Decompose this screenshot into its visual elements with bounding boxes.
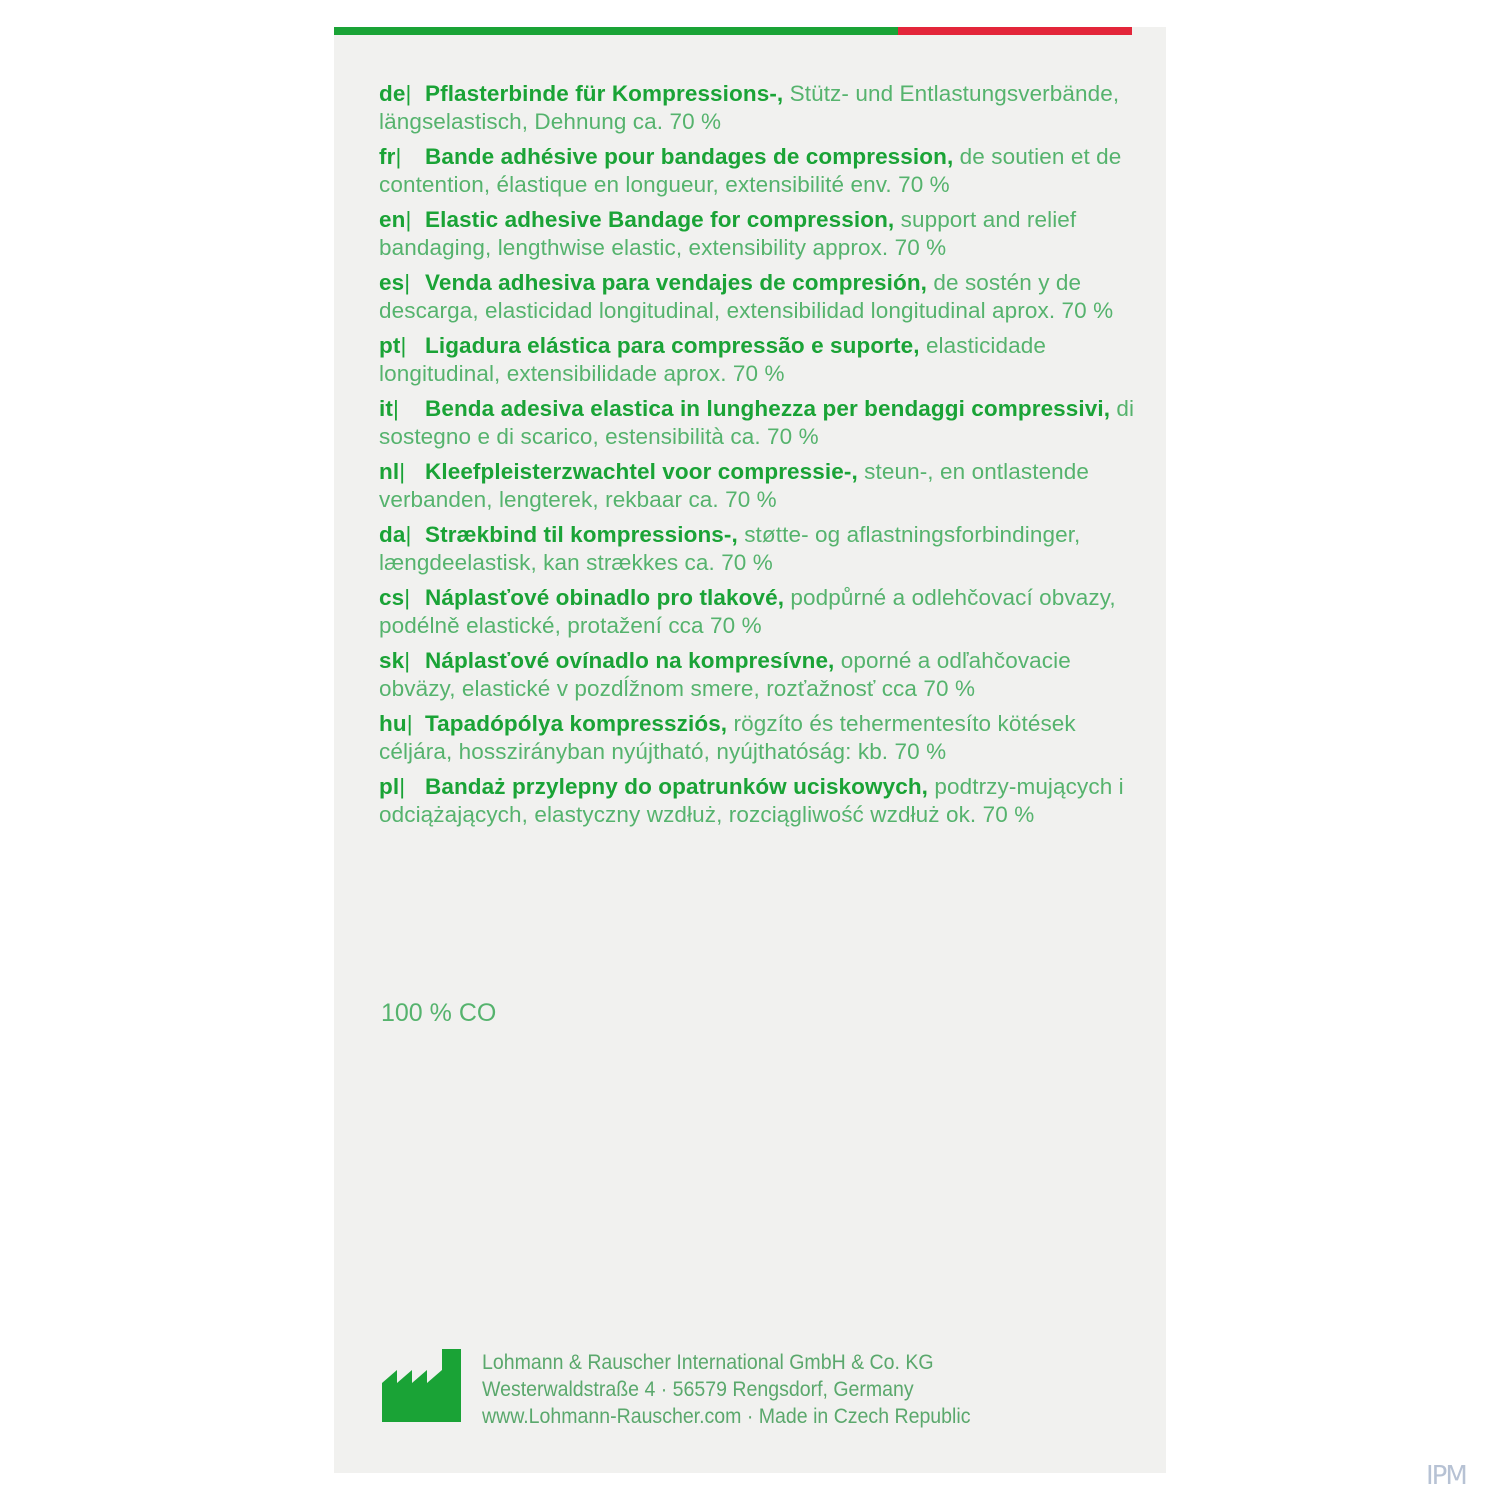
address-line-2: Westerwaldstraße 4 · 56579 Rengsdorf, Germany — [482, 1378, 914, 1401]
manufacturer-address — [482, 1349, 1077, 1430]
language-code: pl — [379, 774, 400, 799]
entry-fr — [379, 143, 1139, 198]
language-code: fr — [379, 144, 396, 169]
entry-heading: Bande adhésive pour bandages de compression, — [425, 144, 954, 169]
entry-text: oporné a odľahčovacie obväzy, elastické v pozdĺžnom smere, rozťažnosť cca 70 % — [379, 648, 1071, 701]
red-stripe — [898, 27, 1132, 35]
language-code: hu — [379, 711, 407, 736]
entry-heading: Ligadura elástica para compressão e suporte, — [425, 333, 920, 358]
entry-pt — [379, 332, 1139, 387]
separator: | — [405, 207, 412, 232]
entry-de — [379, 80, 1139, 135]
entry-da — [379, 521, 1139, 576]
entry-pl — [379, 773, 1139, 828]
separator: | — [395, 144, 402, 169]
entry-sk — [379, 647, 1139, 702]
language-tag — [379, 395, 425, 423]
language-code: pt — [379, 333, 401, 358]
language-tag — [379, 206, 425, 234]
language-tag — [379, 773, 425, 801]
entry-heading: Pflasterbinde für Kompressions-, — [425, 81, 784, 106]
language-tag — [379, 647, 425, 675]
entry-text: podpůrné a odlehčovací obvazy, podélně elastické, protažení cca 70 % — [379, 585, 1116, 638]
separator: | — [405, 81, 412, 106]
entry-text: di sostegno e di scarico, estensibilità ca. 70 % — [379, 396, 1135, 449]
separator: | — [404, 585, 411, 610]
separator: | — [404, 648, 411, 673]
language-tag — [379, 332, 425, 360]
composition-label: 100 % CO — [381, 999, 497, 1027]
entry-es — [379, 269, 1139, 324]
entry-heading: Bandaż przylepny do opatrunków uciskowych, — [425, 774, 929, 799]
language-code: en — [379, 207, 406, 232]
entry-it — [379, 395, 1139, 450]
entry-text: de soutien et de contention, élastique en longueur, extensibilité env. 70 % — [379, 144, 1122, 197]
language-code: it — [379, 396, 393, 421]
entry-heading: Tapadópólya kompressziós, — [425, 711, 728, 736]
entry-text: steun-, en ontlastende verbanden, lengterek, rekbaar ca. 70 % — [379, 459, 1090, 512]
language-code: sk — [379, 648, 405, 673]
separator: | — [404, 270, 411, 295]
entry-heading: Strækbind til kompressions-, — [425, 522, 738, 547]
language-tag — [379, 521, 425, 549]
language-code: es — [379, 270, 405, 295]
language-descriptions — [379, 80, 1139, 836]
language-code: nl — [379, 459, 400, 484]
entry-text: støtte- og aflastningsforbindinger, længdeelastisk, kan strækkes ca. 70 % — [379, 522, 1081, 575]
factory-icon — [381, 1349, 463, 1423]
language-tag — [379, 710, 425, 738]
entry-text: elasticidade longitudinal, extensibilidade aprox. 70 % — [379, 333, 1046, 386]
entry-heading: Venda adhesiva para vendajes de compresión, — [425, 270, 928, 295]
separator: | — [400, 333, 407, 358]
entry-text: rögzíto és tehermentesíto kötések céljára, hosszirányban nyújtható, nyújthatóság: kb. 70 % — [379, 711, 1076, 764]
address-line-1: Lohmann & Rauscher International GmbH & Co. KG — [482, 1351, 934, 1374]
language-tag — [379, 143, 425, 171]
language-code: de — [379, 81, 406, 106]
entry-heading: Náplasťové ovínadlo na kompresívne, — [425, 648, 835, 673]
address-line-3: www.Lohmann-Rauscher.com · Made in Czech Republic — [482, 1405, 971, 1428]
entry-heading: Náplasťové obinadlo pro tlakové, — [425, 585, 785, 610]
language-tag — [379, 269, 425, 297]
green-stripe — [334, 27, 898, 35]
separator: | — [405, 522, 412, 547]
entry-text: Stütz- und Entlastungsverbände, längselastisch, Dehnung ca. 70 % — [379, 81, 1120, 134]
entry-heading: Benda adesiva elastica in lunghezza per bendaggi compressivi, — [425, 396, 1111, 421]
entry-text: support and relief bandaging, lengthwise elastic, extensibility approx. 70 % — [379, 207, 1077, 260]
separator: | — [399, 774, 406, 799]
entry-en — [379, 206, 1139, 261]
entry-hu — [379, 710, 1139, 765]
entry-heading: Elastic adhesive Bandage for compression, — [425, 207, 895, 232]
package-panel — [334, 27, 1166, 1473]
entry-heading: Kleefpleisterzwachtel voor compressie-, — [425, 459, 858, 484]
entry-nl — [379, 458, 1139, 513]
language-tag — [379, 584, 425, 612]
language-code: cs — [379, 585, 405, 610]
ipm-watermark: IPM — [1426, 1461, 1466, 1491]
separator: | — [392, 396, 399, 421]
language-tag — [379, 458, 425, 486]
language-code: da — [379, 522, 406, 547]
entry-text: podtrzy-mujących i odciążających, elastyczny wzdłuż, rozciągliwość wzdłuż ok. 70 % — [379, 774, 1124, 827]
language-tag — [379, 80, 425, 108]
separator: | — [406, 711, 413, 736]
entry-cs — [379, 584, 1139, 639]
entry-text: de sostén y de descarga, elasticidad longitudinal, extensibilidad longitudinal aprox. 70 % — [379, 270, 1114, 323]
separator: | — [399, 459, 406, 484]
